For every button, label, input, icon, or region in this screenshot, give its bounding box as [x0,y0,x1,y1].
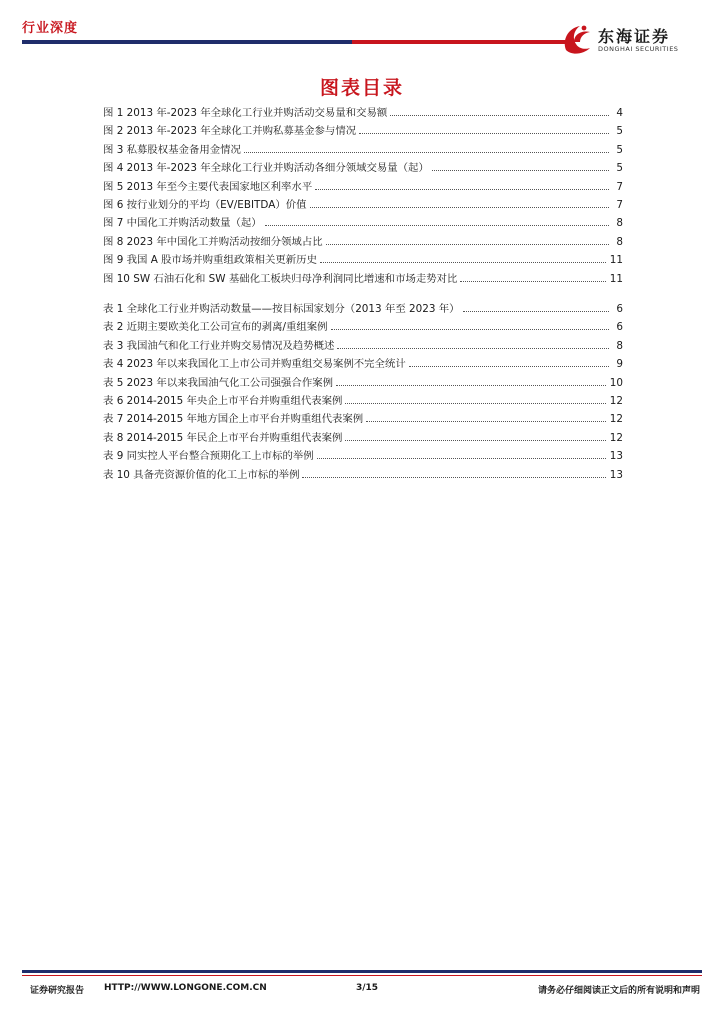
table-entry-page: 12 [609,431,623,444]
table-entry-page: 12 [609,413,623,426]
table-entry[interactable] [103,429,623,447]
figure-entry[interactable] [103,104,623,122]
brand-name-cn: 东海证券 [598,27,671,46]
figure-entry-page: 11 [609,272,623,285]
figure-entry-label: 图 8 2023 年中国化工并购活动按细分领域占比 [103,235,323,248]
figure-entry-page: 5 [616,125,623,138]
table-entry-page: 12 [609,394,623,407]
dot-leader [345,440,605,441]
footer-report-type: 证券研究报告 [30,986,85,996]
figure-entry[interactable] [103,141,623,159]
figure-entry-page: 8 [616,235,623,248]
figure-entry-label: 图 6 按行业划分的平均（EV/EBITDA）价值 [103,198,307,211]
dot-leader [366,421,606,422]
dot-leader [409,366,609,367]
dot-leader [317,458,606,459]
figure-entry[interactable] [103,214,623,232]
footer-url-link[interactable]: HTTP://WWW.LONGONE.COM.CN [104,983,267,993]
section-tag: 行业深度 [22,21,79,36]
table-entry[interactable] [103,355,623,373]
table-entry-label: 表 6 2014-2015 年央企上市平台并购重组代表案例 [103,394,343,407]
figure-entry-page: 8 [616,217,623,230]
figure-entry-label: 图 10 SW 石油石化和 SW 基础化工板块归母净利润同比增速和市场走势对比 [103,272,458,285]
table-list [103,300,623,484]
figure-entry-label: 图 4 2013 年-2023 年全球化工行业并购活动各细分领域交易量（起） [103,162,429,175]
table-entry[interactable] [103,410,623,428]
figure-entry[interactable] [103,196,623,214]
table-entry[interactable] [103,337,623,355]
table-entry-page: 13 [609,450,623,463]
table-entry-label: 表 9 同实控人平台整合预期化工上市标的举例 [103,450,314,463]
dot-leader [460,281,605,282]
table-entry-label: 表 3 我国油气和化工行业并购交易情况及趋势概述 [103,339,335,352]
table-entry-label: 表 1 全球化工行业并购活动数量——按目标国家划分（2013 年至 2023 年） [103,303,460,315]
footer-rule-accent [22,975,702,976]
brand-logo [560,20,710,60]
table-entry-label: 表 4 2023 年以来我国化工上市公司并购重组交易案例不完全统计 [103,358,406,371]
table-entry-label: 表 5 2023 年以来我国油气化工公司强强合作案例 [103,376,333,389]
table-entry-page: 8 [616,339,623,352]
footer-page-number: 3/15 [356,983,379,993]
footer-disclaimer: 请务必仔细阅读正文后的所有说明和声明 [537,986,700,996]
dot-leader [244,152,609,153]
dot-leader [310,207,610,208]
figure-entry-page: 4 [616,107,623,119]
dot-leader [302,477,605,478]
table-entry[interactable] [103,447,623,465]
dot-leader [345,403,605,404]
figure-entry-page: 5 [616,143,623,156]
dot-leader [315,189,609,190]
dot-leader [326,244,609,245]
table-entry[interactable] [103,318,623,336]
dot-leader [463,311,609,312]
dot-leader [320,262,606,263]
dot-leader [265,225,609,226]
dot-leader [432,170,609,171]
header-rule [22,40,352,44]
footer-rule [22,970,702,973]
figure-entry[interactable] [103,251,623,269]
figure-entry[interactable] [103,270,623,288]
page-title: 图表目录 [319,77,404,99]
figure-entry-label: 图 1 2013 年-2023 年全球化工行业并购活动交易量和交易额 [103,107,388,119]
figure-entry-page: 7 [616,180,623,193]
table-entry-page: 13 [609,468,623,481]
table-entry[interactable] [103,392,623,410]
table-entry-page: 6 [616,321,623,334]
table-entry[interactable] [103,300,623,318]
figure-entry-page: 5 [616,162,623,175]
table-entry-page: 6 [616,303,623,315]
figure-entry[interactable] [103,122,623,140]
table-entry[interactable] [103,374,623,392]
figure-entry-label: 图 3 私募股权基金备用金情况 [103,143,241,156]
figure-entry-page: 7 [616,198,623,211]
brand-name-en: DONGHAI SECURITIES [598,45,679,53]
dot-leader [390,115,609,116]
table-entry-page: 10 [609,376,623,389]
figure-entry-label: 图 9 我国 A 股市场并购重组政策相关更新历史 [103,254,317,267]
table-entry-label: 表 2 近期主要欧美化工公司宣布的剥离/重组案例 [103,321,328,334]
table-entry-label: 表 8 2014-2015 年民企上市平台并购重组代表案例 [103,431,343,444]
figure-entry[interactable] [103,233,623,251]
dot-leader [331,329,609,330]
dot-leader [336,385,606,386]
dot-leader [337,348,609,349]
figure-list [103,104,623,288]
figure-entry-label: 图 2 2013 年-2023 年全球化工并购私募基金参与情况 [103,125,357,138]
header-rule-accent [352,40,567,44]
figure-entry[interactable] [103,178,623,196]
dot-leader [359,133,609,134]
table-entry-page: 9 [616,358,623,371]
figure-entry-page: 11 [609,254,623,267]
donghai-logo-icon [560,20,594,58]
figure-entry-label: 图 7 中国化工并购活动数量（起） [103,217,262,230]
table-entry[interactable] [103,466,623,484]
table-entry-label: 表 10 具备壳资源价值的化工上市标的举例 [103,468,300,481]
figure-entry-label: 图 5 2013 年至今主要代表国家地区利率水平 [103,180,313,193]
table-entry-label: 表 7 2014-2015 年地方国企上市平台并购重组代表案例 [103,413,364,426]
figure-entry[interactable] [103,159,623,177]
